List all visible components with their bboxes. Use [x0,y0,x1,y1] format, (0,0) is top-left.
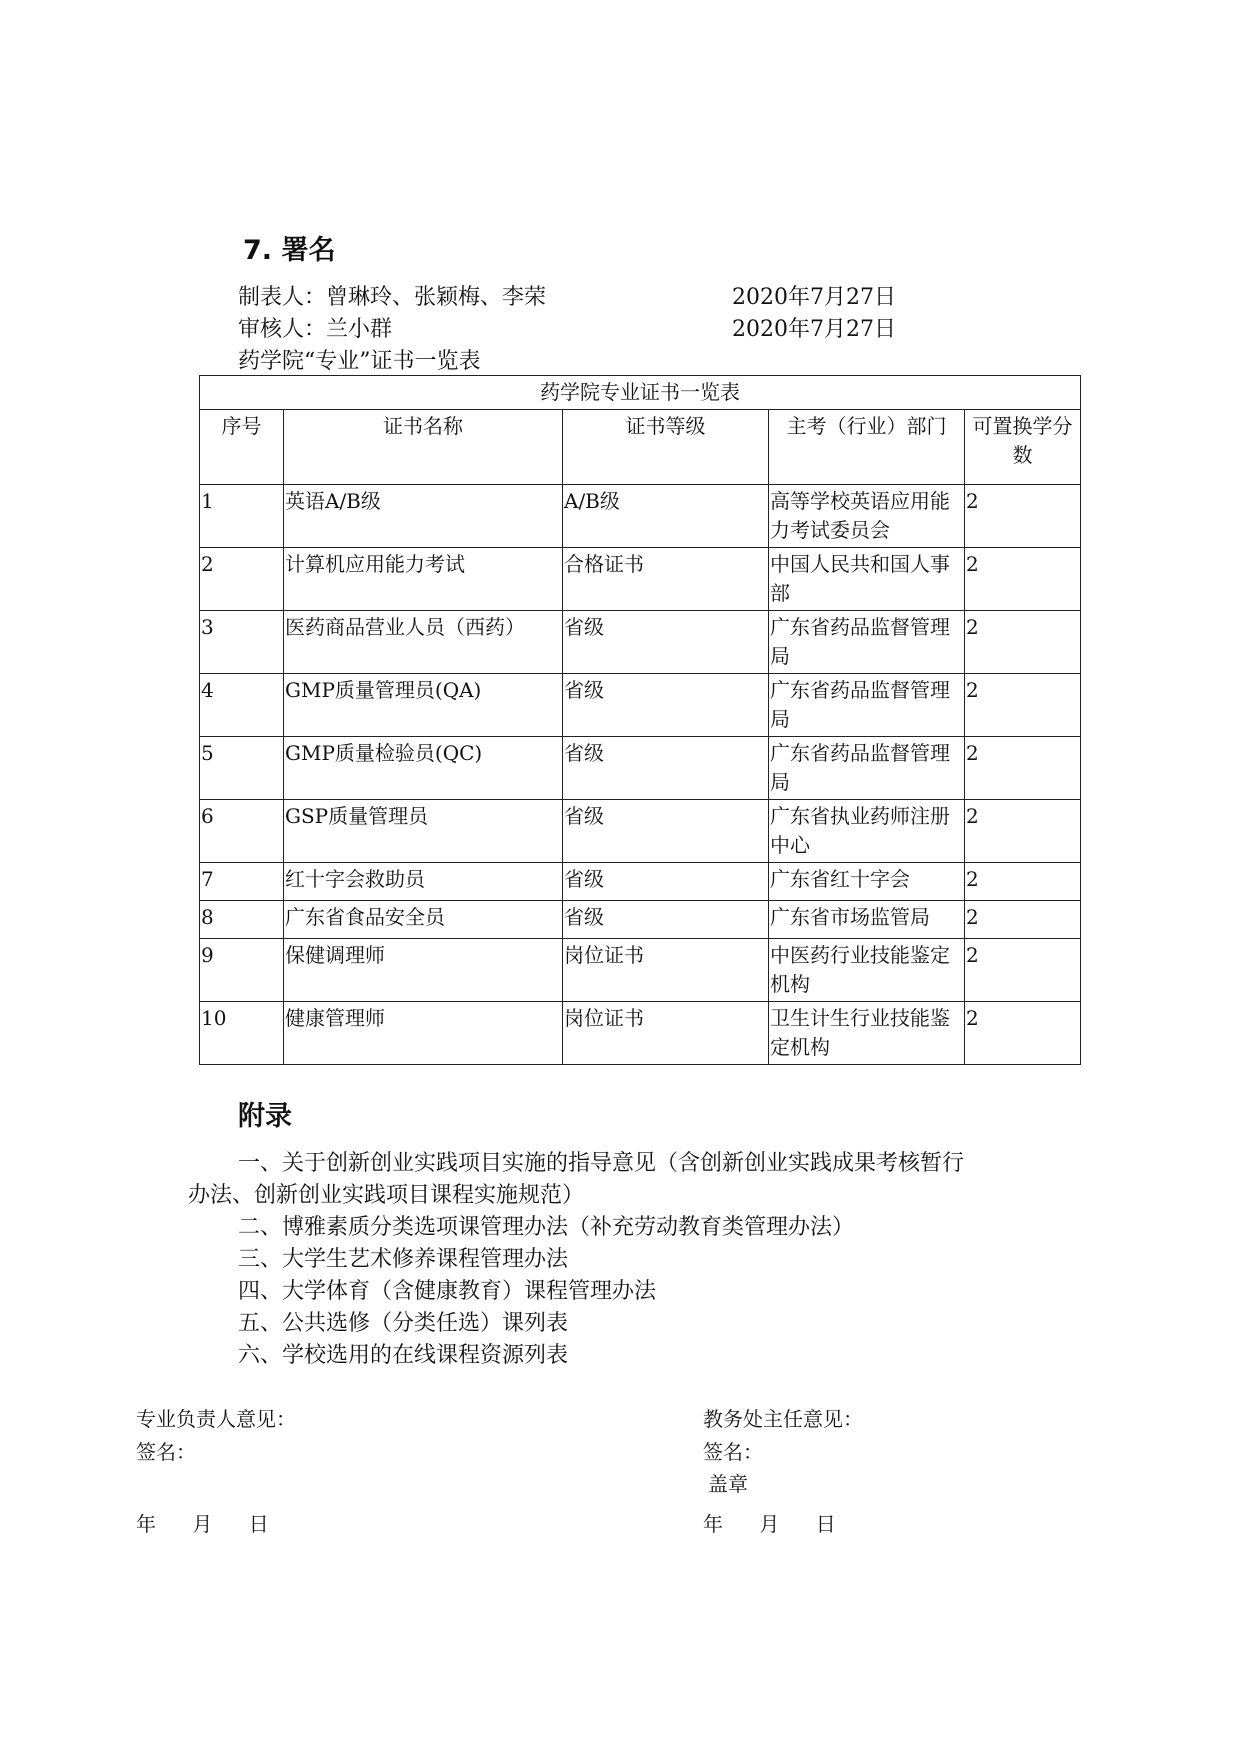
preparer-date: 2020年7月27日 [732,285,896,310]
cell-cert-name: 健康管理师 [284,1002,563,1065]
table-row [200,800,1081,863]
cell-credits: 2 [965,737,1081,800]
certificate-table [199,375,1081,1065]
cell-credits: 2 [965,674,1081,737]
header-cell: 可置换学分数 [965,410,1081,485]
cell-credits: 2 [965,939,1081,1002]
cell-authority: 广东省药品监督管理局 [769,611,965,674]
appendix-item-6: 六、学校选用的在线课程资源列表 [238,1343,569,1368]
cell-authority: 高等学校英语应用能力考试委员会 [769,485,965,548]
cell-credits: 2 [965,901,1081,939]
appendix-heading: 附录 [238,1101,292,1132]
major-head-sign-label: 签名： [136,1440,196,1464]
table-row [200,611,1081,674]
major-head-opinion-label: 专业负责人意见： [136,1407,296,1431]
cell-cert-name: GMP质量管理员(QA) [284,674,563,737]
cell-cert-level: 岗位证书 [563,939,769,1002]
cell-cert-name: 红十字会救助员 [284,863,563,901]
cell-serial: 8 [200,901,284,939]
appendix-item-1: 一、关于创新创业实践项目实施的指导意见（含创新创业实践成果考核暂行 [238,1151,965,1176]
seal-label: 盖章 [708,1472,748,1496]
appendix-item-5: 五、公共选修（分类任选）课列表 [238,1311,569,1336]
cell-cert-name: 计算机应用能力考试 [284,548,563,611]
cell-cert-level: 省级 [563,863,769,901]
cell-cert-level: 合格证书 [563,548,769,611]
cell-cert-level: 省级 [563,611,769,674]
cell-authority: 广东省药品监督管理局 [769,737,965,800]
cell-cert-name: 英语A/B级 [284,485,563,548]
cell-cert-name: 医药商品营业人员（西药） [284,611,563,674]
header-cell: 主考（行业）部门 [769,410,965,485]
header-cell: 证书等级 [563,410,769,485]
cell-cert-level: A/B级 [563,485,769,548]
cell-authority: 广东省红十字会 [769,863,965,901]
cell-credits: 2 [965,611,1081,674]
header-cell: 证书名称 [284,410,563,485]
cell-serial: 7 [200,863,284,901]
table-row [200,548,1081,611]
appendix-item-1-cont: 办法、创新创业实践项目课程实施规范） [188,1183,585,1208]
academic-affairs-date: 年 月 日 [703,1512,836,1536]
cell-serial: 3 [200,611,284,674]
table-intro: 药学院“专业”证书一览表 [238,349,481,374]
cell-authority: 广东省执业药师注册中心 [769,800,965,863]
cell-authority: 中医药行业技能鉴定机构 [769,939,965,1002]
major-head-date: 年 月 日 [136,1512,269,1536]
cell-cert-level: 岗位证书 [563,1002,769,1065]
cell-serial: 10 [200,1002,284,1065]
appendix-item-3: 三、大学生艺术修养课程管理办法 [238,1247,569,1272]
cell-serial: 5 [200,737,284,800]
academic-affairs-opinion-label: 教务处主任意见： [703,1407,863,1431]
cell-cert-name: 保健调理师 [284,939,563,1002]
cell-authority: 中国人民共和国人事部 [769,548,965,611]
table-row [200,1002,1081,1065]
cell-authority: 广东省市场监管局 [769,901,965,939]
cell-serial: 2 [200,548,284,611]
table-row [200,863,1081,901]
cell-cert-name: GSP质量管理员 [284,800,563,863]
reviewer-date: 2020年7月27日 [732,317,896,342]
cell-serial: 1 [200,485,284,548]
cell-cert-name: 广东省食品安全员 [284,901,563,939]
table-header-row [200,410,1081,485]
cell-authority: 广东省药品监督管理局 [769,674,965,737]
appendix-item-4: 四、大学体育（含健康教育）课程管理办法 [238,1279,657,1304]
cell-cert-level: 省级 [563,901,769,939]
table-row [200,485,1081,548]
cell-credits: 2 [965,863,1081,901]
cell-credits: 2 [965,485,1081,548]
cell-credits: 2 [965,800,1081,863]
cell-cert-level: 省级 [563,674,769,737]
table-caption-row [200,376,1081,410]
table-row [200,737,1081,800]
reviewer-line: 审核人：兰小群 [238,317,393,342]
cell-serial: 6 [200,800,284,863]
cell-credits: 2 [965,548,1081,611]
table-row [200,674,1081,737]
cell-cert-level: 省级 [563,800,769,863]
table-row [200,939,1081,1002]
cell-cert-name: GMP质量检验员(QC) [284,737,563,800]
section-heading-signature: 7. 署名 [243,235,336,266]
header-cell: 序号 [200,410,284,485]
cell-credits: 2 [965,1002,1081,1065]
cell-authority: 卫生计生行业技能鉴定机构 [769,1002,965,1065]
preparer-line: 制表人：曾琳玲、张颖梅、李荣 [238,285,547,310]
table-caption: 药学院专业证书一览表 [200,376,1081,410]
cell-serial: 9 [200,939,284,1002]
appendix-item-2: 二、博雅素质分类选项课管理办法（补充劳动教育类管理办法） [238,1215,855,1240]
table-row [200,901,1081,939]
cell-cert-level: 省级 [563,737,769,800]
cell-serial: 4 [200,674,284,737]
academic-affairs-sign-label: 签名： [703,1440,763,1464]
